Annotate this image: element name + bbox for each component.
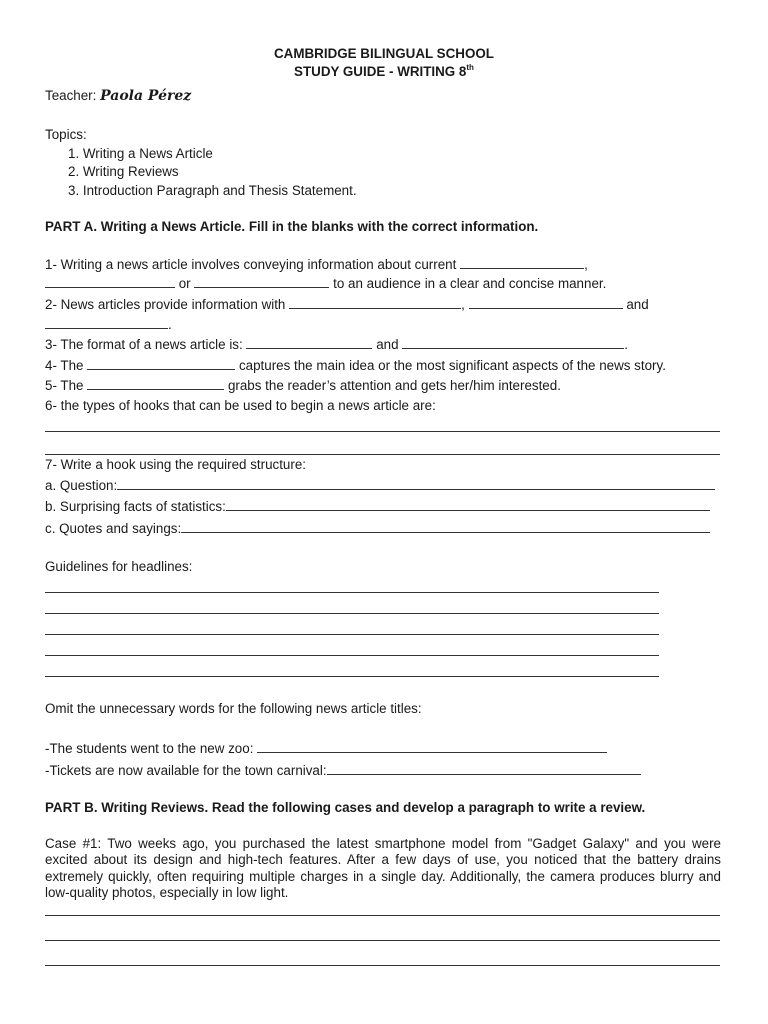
topics-label: Topics: bbox=[45, 127, 87, 142]
question-1-end: to an audience in a clear and concise manner. bbox=[333, 276, 607, 291]
question-3 bbox=[45, 336, 628, 353]
hook-facts bbox=[45, 498, 710, 515]
comma: , bbox=[461, 297, 465, 312]
question-3-text: 3- The format of a news article is: bbox=[45, 337, 243, 352]
title-2 bbox=[45, 762, 641, 779]
hook-quotes bbox=[45, 520, 710, 537]
teacher-signature: Paola Pérez bbox=[100, 88, 192, 104]
answer-blank[interactable] bbox=[327, 762, 641, 775]
answer-line[interactable] bbox=[45, 634, 659, 635]
question-5-start: 5- The bbox=[45, 378, 84, 393]
school-name: CAMBRIDGE BILINGUAL SCHOOL bbox=[274, 46, 494, 61]
question-1-line-1 bbox=[45, 256, 588, 273]
period: . bbox=[624, 337, 628, 352]
answer-blank[interactable] bbox=[402, 336, 624, 349]
question-4-start: 4- The bbox=[45, 358, 84, 373]
part-b-heading: PART B. Writing Reviews. Read the following cases and develop a paragraph to write a review. bbox=[45, 800, 646, 815]
teacher-label: Teacher: bbox=[45, 88, 97, 103]
answer-line[interactable] bbox=[45, 431, 720, 432]
answer-blank[interactable] bbox=[246, 336, 372, 349]
answer-blank[interactable] bbox=[257, 740, 607, 753]
answer-line[interactable] bbox=[45, 655, 659, 656]
or-text: or bbox=[178, 276, 191, 291]
answer-blank[interactable] bbox=[117, 477, 715, 490]
answer-line[interactable] bbox=[45, 454, 720, 455]
answer-blank[interactable] bbox=[289, 296, 461, 309]
hook-question bbox=[45, 477, 715, 494]
title-1 bbox=[45, 740, 607, 757]
answer-blank[interactable] bbox=[469, 296, 623, 309]
answer-line[interactable] bbox=[45, 940, 720, 941]
question-2-line-2 bbox=[45, 316, 172, 333]
question-2-line-1 bbox=[45, 296, 649, 313]
answer-blank[interactable] bbox=[45, 316, 168, 329]
question-1-line-2 bbox=[45, 275, 606, 292]
answer-line[interactable] bbox=[45, 915, 720, 916]
question-6: 6- the types of hooks that can be used to begin a news article are: bbox=[45, 398, 436, 413]
answer-line[interactable] bbox=[45, 965, 720, 966]
teacher-line bbox=[45, 88, 191, 104]
question-4 bbox=[45, 357, 666, 374]
answer-line[interactable] bbox=[45, 613, 659, 614]
answer-blank[interactable] bbox=[181, 520, 710, 533]
answer-blank[interactable] bbox=[226, 498, 710, 511]
comma: , bbox=[584, 257, 588, 272]
guidelines-label: Guidelines for headlines: bbox=[45, 559, 193, 574]
and-text: and bbox=[376, 337, 399, 352]
hook-question-label: a. Question: bbox=[45, 478, 118, 493]
topic-item: 3. Introduction Paragraph and Thesis Statement. bbox=[68, 183, 357, 198]
and-text: and bbox=[626, 297, 649, 312]
period: . bbox=[168, 317, 172, 332]
document-title bbox=[0, 64, 768, 80]
topic-item: 1. Writing a News Article bbox=[68, 146, 213, 161]
question-5 bbox=[45, 377, 561, 394]
omit-instruction: Omit the unnecessary words for the following news article titles: bbox=[45, 701, 422, 716]
answer-blank[interactable] bbox=[45, 275, 175, 288]
answer-blank[interactable] bbox=[460, 256, 584, 269]
question-2-text: 2- News articles provide information with bbox=[45, 297, 286, 312]
part-a-heading: PART A. Writing a News Article. Fill in the blanks with the correct information. bbox=[45, 219, 539, 234]
question-4-end: captures the main idea or the most significant aspects of the news story. bbox=[238, 358, 666, 373]
case-1-paragraph: Case #1: Two weeks ago, you purchased the latest smartphone model from "Gadget Galaxy" and you were excited about its design and high-tech features. After a few days of use, you noticed that the battery drains extremely quickly, often requiring multiple charges in a single day. Additionally, the camera produces blurry and low-quality photos, especially in low light. bbox=[45, 836, 721, 901]
topic-item: 2. Writing Reviews bbox=[68, 164, 179, 179]
answer-blank[interactable] bbox=[87, 357, 235, 370]
title-2-text: -Tickets are now available for the town carnival: bbox=[45, 763, 327, 778]
answer-blank[interactable] bbox=[87, 377, 224, 390]
title-1-text: -The students went to the new zoo: bbox=[45, 741, 254, 756]
answer-blank[interactable] bbox=[194, 275, 329, 288]
question-5-end: grabs the reader’s attention and gets her/him interested. bbox=[227, 378, 561, 393]
document-title-text: STUDY GUIDE - WRITING 8 bbox=[294, 64, 467, 79]
answer-line[interactable] bbox=[45, 676, 659, 677]
question-1-text: 1- Writing a news article involves conveying information about current bbox=[45, 257, 457, 272]
hook-facts-label: b. Surprising facts of statistics: bbox=[45, 499, 226, 514]
question-7: 7- Write a hook using the required structure: bbox=[45, 457, 306, 472]
document-title-superscript: th bbox=[466, 63, 474, 72]
hook-quotes-label: c. Quotes and sayings: bbox=[45, 521, 182, 536]
answer-line[interactable] bbox=[45, 592, 659, 593]
